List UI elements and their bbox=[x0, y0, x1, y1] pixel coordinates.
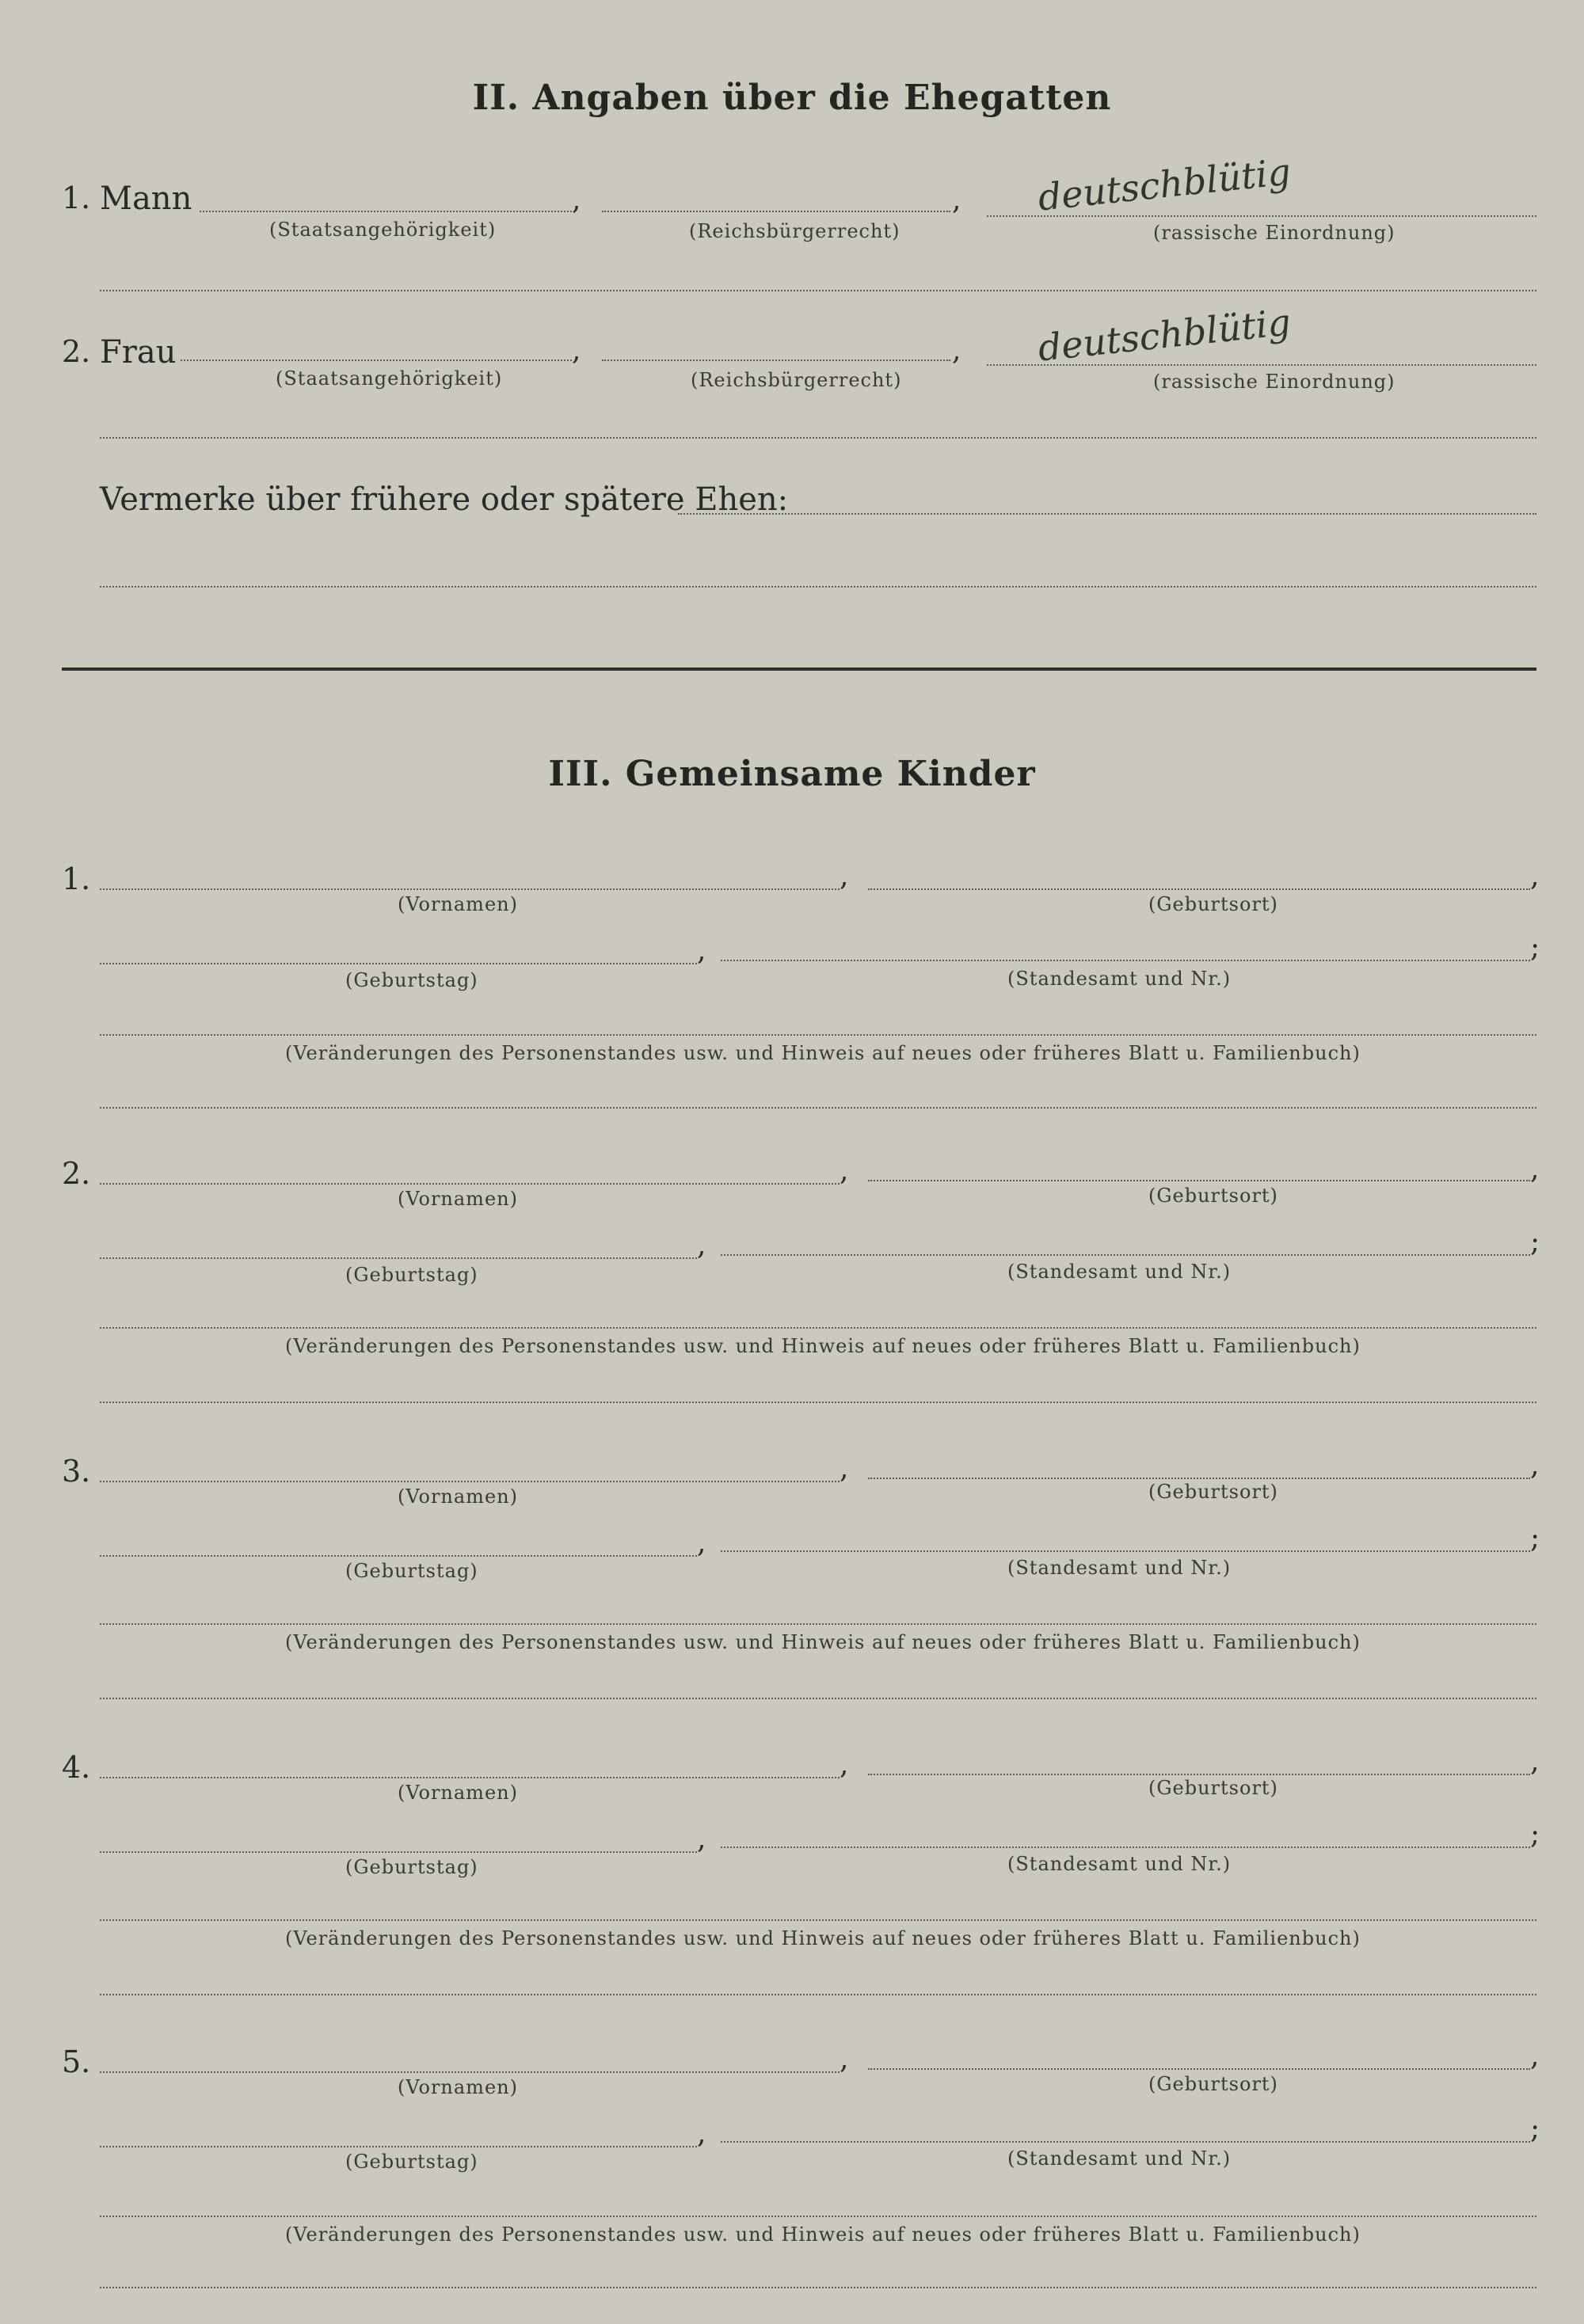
child-number: 3. bbox=[62, 1454, 91, 1489]
caption-nationality: (Staatsangehörigkeit) bbox=[269, 219, 497, 241]
caption-changes: (Veränderungen des Personenstandes usw. und Hinweis auf neues oder früheres Blatt u. Familienbuch) bbox=[285, 1335, 1361, 1357]
first-names-field[interactable] bbox=[100, 1183, 840, 1185]
caption-changes: (Veränderungen des Personenstandes usw. und Hinweis auf neues oder früheres Blatt u. Familienbuch) bbox=[285, 1042, 1361, 1064]
comma: , bbox=[1530, 1153, 1540, 1185]
changes-field[interactable] bbox=[100, 2216, 1536, 2217]
child-number: 1. bbox=[62, 862, 91, 896]
comma: , bbox=[697, 2117, 706, 2150]
comma: , bbox=[840, 1452, 849, 1485]
comma: , bbox=[572, 184, 581, 216]
registry-field[interactable] bbox=[721, 960, 1530, 961]
comma: , bbox=[1530, 1449, 1540, 1482]
changes-extra-line[interactable] bbox=[100, 1107, 1536, 1109]
caption-changes: (Veränderungen des Personenstandes usw. und Hinweis auf neues oder früheres Blatt u. Familienbuch) bbox=[285, 1927, 1361, 1949]
caption-birthday: (Geburtstag) bbox=[345, 1264, 478, 1286]
changes-field[interactable] bbox=[100, 1919, 1536, 1921]
registry-field[interactable] bbox=[721, 1847, 1530, 1848]
caption-registry: (Standesamt und Nr.) bbox=[1007, 968, 1232, 990]
registry-field[interactable] bbox=[721, 1254, 1530, 1256]
caption-birthplace: (Geburtsort) bbox=[1148, 2073, 1278, 2095]
caption-registry: (Standesamt und Nr.) bbox=[1007, 1557, 1232, 1579]
caption-birthplace: (Geburtsort) bbox=[1148, 1185, 1278, 1207]
caption-birthday: (Geburtstag) bbox=[345, 969, 478, 991]
first-names-field[interactable] bbox=[100, 1481, 840, 1482]
caption-first-names: (Vornamen) bbox=[398, 1188, 518, 1210]
citizenship-field[interactable] bbox=[602, 359, 950, 361]
semicolon: ; bbox=[1530, 1818, 1540, 1850]
birthday-field[interactable] bbox=[100, 1257, 697, 1259]
comma: , bbox=[952, 334, 961, 367]
caption-birthday: (Geburtstag) bbox=[345, 1856, 478, 1878]
man-extra-line[interactable] bbox=[100, 290, 1536, 291]
birthplace-field[interactable] bbox=[868, 1478, 1530, 1479]
caption-birthplace: (Geburtsort) bbox=[1148, 1481, 1278, 1503]
comma: , bbox=[840, 1748, 849, 1781]
woman-extra-line[interactable] bbox=[100, 437, 1536, 439]
changes-field[interactable] bbox=[100, 1034, 1536, 1036]
remarks-field[interactable] bbox=[678, 513, 1536, 515]
caption-first-names: (Vornamen) bbox=[398, 1485, 518, 1508]
section-title-spouses: II. Angaben über die Ehegatten bbox=[472, 78, 1112, 118]
caption-registry: (Standesamt und Nr.) bbox=[1007, 1853, 1232, 1875]
comma: , bbox=[840, 860, 849, 892]
changes-extra-line[interactable] bbox=[100, 2287, 1536, 2288]
comma: , bbox=[572, 334, 581, 367]
semicolon: ; bbox=[1530, 1522, 1540, 1554]
section-title-children: III. Gemeinsame Kinder bbox=[548, 754, 1036, 794]
child-number: 2. bbox=[62, 1156, 91, 1191]
birthplace-field[interactable] bbox=[868, 2068, 1530, 2070]
spouse-row-man bbox=[0, 150, 1584, 268]
changes-extra-line[interactable] bbox=[100, 1698, 1536, 1699]
comma: , bbox=[840, 1154, 849, 1187]
remarks-label: Vermerke über frühere oder spätere Ehen: bbox=[100, 481, 789, 518]
birthday-field[interactable] bbox=[100, 1851, 697, 1853]
comma: , bbox=[1530, 2040, 1540, 2072]
birthday-field[interactable] bbox=[100, 963, 697, 964]
first-names-field[interactable] bbox=[100, 2071, 840, 2073]
comma: , bbox=[697, 1229, 706, 1261]
spouse-row-woman bbox=[0, 300, 1584, 421]
changes-extra-line[interactable] bbox=[100, 1402, 1536, 1403]
semicolon: ; bbox=[1530, 931, 1540, 964]
birthday-field[interactable] bbox=[100, 1555, 697, 1557]
citizenship-field[interactable] bbox=[602, 211, 950, 212]
changes-field[interactable] bbox=[100, 1327, 1536, 1329]
spouse-label: Mann bbox=[100, 181, 192, 217]
caption-citizenship: (Reichsbürgerrecht) bbox=[689, 220, 901, 242]
first-names-field[interactable] bbox=[100, 1777, 840, 1778]
comma: , bbox=[1530, 860, 1540, 892]
birthday-field[interactable] bbox=[100, 2146, 697, 2147]
caption-racial: (rassische Einordnung) bbox=[1153, 371, 1396, 393]
caption-birthplace: (Geburtsort) bbox=[1148, 1777, 1278, 1799]
nationality-field[interactable] bbox=[181, 359, 572, 361]
registry-field[interactable] bbox=[721, 2141, 1530, 2143]
caption-birthday: (Geburtstag) bbox=[345, 2151, 478, 2173]
spouse-number: 2. bbox=[62, 334, 91, 369]
birthplace-field[interactable] bbox=[868, 1774, 1530, 1775]
comma: , bbox=[697, 1823, 706, 1855]
registry-field[interactable] bbox=[721, 1550, 1530, 1552]
caption-racial: (rassische Einordnung) bbox=[1153, 222, 1396, 244]
caption-first-names: (Vornamen) bbox=[398, 1782, 518, 1804]
birthplace-field[interactable] bbox=[868, 888, 1530, 890]
semicolon: ; bbox=[1530, 1226, 1540, 1258]
spouse-label: Frau bbox=[100, 334, 177, 371]
caption-changes: (Veränderungen des Personenstandes usw. und Hinweis auf neues oder früheres Blatt u. Familienbuch) bbox=[285, 1631, 1361, 1653]
caption-changes: (Veränderungen des Personenstandes usw. und Hinweis auf neues oder früheres Blatt u. Familienbuch) bbox=[285, 2223, 1361, 2246]
comma: , bbox=[1530, 1745, 1540, 1778]
handwritten-entry: deutschblütig bbox=[1036, 300, 1293, 370]
spouse-number: 1. bbox=[62, 181, 91, 215]
child-number: 4. bbox=[62, 1750, 91, 1785]
semicolon: ; bbox=[1530, 2113, 1540, 2145]
comma: , bbox=[697, 1527, 706, 1559]
caption-registry: (Standesamt und Nr.) bbox=[1007, 1261, 1232, 1283]
nationality-field[interactable] bbox=[200, 211, 572, 212]
caption-birthday: (Geburtstag) bbox=[345, 1560, 478, 1582]
comma: , bbox=[840, 2043, 849, 2075]
comma: , bbox=[952, 184, 961, 216]
caption-birthplace: (Geburtsort) bbox=[1148, 893, 1278, 915]
caption-registry: (Standesamt und Nr.) bbox=[1007, 2147, 1232, 2170]
remarks-extra-line[interactable] bbox=[100, 586, 1536, 588]
child-number: 5. bbox=[62, 2044, 91, 2079]
caption-first-names: (Vornamen) bbox=[398, 893, 518, 915]
changes-field[interactable] bbox=[100, 1623, 1536, 1625]
caption-nationality: (Staatsangehörigkeit) bbox=[276, 367, 503, 390]
birthplace-field[interactable] bbox=[868, 1180, 1530, 1181]
changes-extra-line[interactable] bbox=[100, 1994, 1536, 1995]
comma: , bbox=[697, 934, 706, 967]
handwritten-entry: deutschblütig bbox=[1036, 150, 1293, 219]
first-names-field[interactable] bbox=[100, 888, 840, 890]
caption-citizenship: (Reichsbürgerrecht) bbox=[691, 369, 902, 391]
section-divider bbox=[62, 668, 1536, 671]
caption-first-names: (Vornamen) bbox=[398, 2076, 518, 2098]
